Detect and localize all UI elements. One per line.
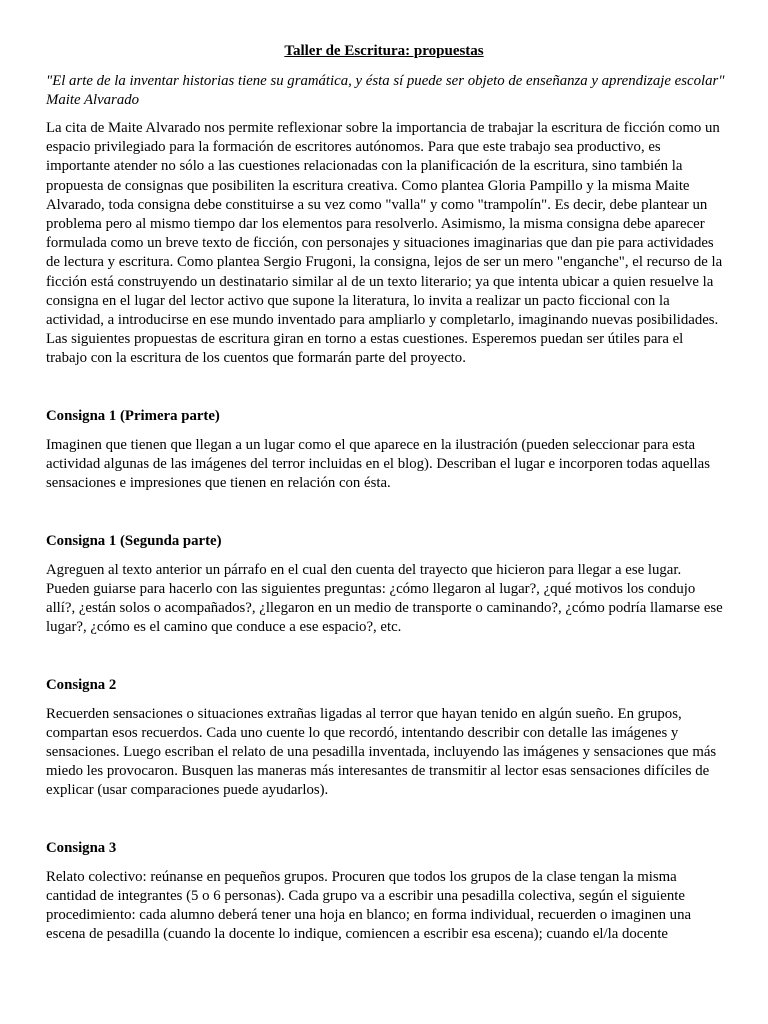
section-heading-consigna-3: Consigna 3	[46, 840, 117, 857]
spacer	[46, 551, 726, 561]
intro-paragraph: La cita de Maite Alvarado nos permite reflexionar sobre la importancia de trabajar la escritura de ficción como un espacio privilegiado para la formación de escritores autónomos. Para que este trabajo sea productivo, es importante atender no sólo a las cuestiones relacionadas con la planificación de la escritura, sino también la propuesta de consignas que posibiliten la escritura creativa. Como plantea Gloria Pampillo y la misma Maite Alvarado, toda consigna debe constituirse a su vez como "valla" y como "trampolín". Es decir, debe plantear un problema pero al mismo tiempo dar los elementos para resolverlo. Asimismo, la misma consigna debe aparecer formulada como un breve texto de ficción, con personajes y situaciones imaginarias que dan pie para actividades de lectura y escritura. Como plantea Sergio Frugoni, la consigna, lejos de ser un mero "enganche", el recurso de la ficción está construyendo un destinatario similar al de un texto literario; ya que intenta ubicar a quien resuelve la consigna en el lugar del lector activo que supone la literatura, lo invita a realizar un pacto ficcional con la actividad, a introducirse en ese mundo inventado para ampliarlo y completarlo, imaginando nuevas posibilidades. Las siguientes propuestas de escritura giran en torno a estas cuestiones. Esperemos puedan ser útiles para el trabajo con la escritura de los cuentos que formarán parte del proyecto.	[46, 120, 723, 367]
section-body-consigna-1b: Agreguen al texto anterior un párrafo en el cual den cuenta del trayecto que hicieron para llegar a ese lugar. Pueden guiarse para hacerlo con las siguientes preguntas: ¿cómo llegaron al lugar?, ¿qué motivos los condujo allí?, ¿están solos o acompañados?, ¿llegaron en un medio de transporte o caminando?, ¿cómo podría llamarse ese lugar?, ¿cómo es el camino que conduce a ese espacio?, etc.	[46, 561, 723, 636]
section-heading-consigna-1a: Consigna 1 (Primera parte)	[46, 408, 220, 425]
document-title: Taller de Escritura: propuestas	[284, 43, 484, 59]
spacer	[46, 493, 726, 531]
spacer	[46, 369, 726, 407]
document-body	[46, 72, 726, 945]
spacer	[46, 637, 726, 675]
epigraph-quote: "El arte de la inventar historias tiene su gramática, y ésta sí puede ser objeto de enseñanza y aprendizaje escolar" Maite Alvarado	[46, 73, 725, 109]
spacer	[46, 695, 726, 705]
spacer	[46, 426, 726, 436]
section-heading-consigna-1b: Consigna 1 (Segunda parte)	[46, 532, 222, 549]
section-heading-consigna-2: Consigna 2	[46, 676, 117, 693]
spacer	[46, 858, 726, 868]
section-body-consigna-1a: Imaginen que tienen que llegan a un lugar como el que aparece en la ilustración (pueden seleccionar para esta actividad algunas de las imágenes del terror incluidas en el blog). Describan el lugar e incorporen todas aquellas sensaciones e impresiones que tienen en relación con ésta.	[46, 436, 710, 492]
section-body-consigna-3: Relato colectivo: reúnanse en pequeños grupos. Procuren que todos los grupos de la clase tengan la misma cantidad de integrantes (5 o 6 personas). Cada grupo va a escribir una pesadilla colectiva, según el siguiente procedimiento: cada alumno deberá tener una hoja en blanco; en forma individual, recuerden o imaginen una escena de pesadilla (cuando la docente lo indique, comiencen a escribir esa escena); cuando el/la docente	[46, 868, 692, 943]
spacer	[46, 801, 726, 839]
section-body-consigna-2: Recuerden sensaciones o situaciones extrañas ligadas al terror que hayan tenido en algún sueño. En grupos, compartan esos recuerdos. Cada uno cuente lo que recordó, intentando describir con detalle las imágenes y sensaciones. Luego escriban el relato de una pesadilla inventada, incluyendo las imágenes y sensaciones que más miedo les provocaron. Busquen las maneras más interesantes de transmitir al lector esas sensaciones difíciles de explicar (usar comparaciones puede ayudarlos).	[46, 705, 717, 799]
